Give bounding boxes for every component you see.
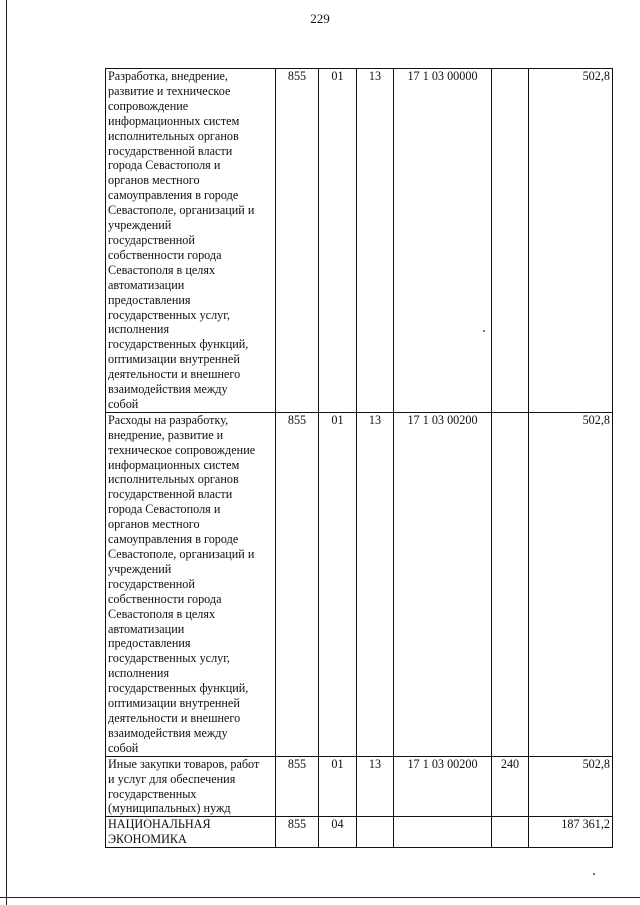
page-number: 229 <box>310 11 330 26</box>
target-article-cell <box>394 817 492 848</box>
amount-cell: 502,8 <box>529 412 613 756</box>
scan-speck <box>593 873 595 875</box>
table-row <box>106 756 613 817</box>
table-row <box>106 412 613 756</box>
scan-speck <box>483 330 485 332</box>
ministry-code-cell: 855 <box>276 412 319 756</box>
section-code-cell: 01 <box>319 69 357 413</box>
ministry-code-cell: 855 <box>276 756 319 817</box>
expense-type-cell <box>492 69 529 413</box>
expense-name-cell: Разработка, внедрение, развитие и техническое сопровождение информационных систем исполнительных органов государственной власти города Севастополя и органов местного самоуправления в городе Севастополе, организаций и учреждений государственной собственности города Севастополя в целях автоматизации предоставления государственных услуг, исполнения государственных функций, оптимизации внутренней деятельности и внешнего взаимодействия между собой <box>106 69 276 413</box>
expense-name-cell: НАЦИОНАЛЬНАЯ ЭКОНОМИКА <box>106 817 276 848</box>
ministry-code-cell: 855 <box>276 69 319 413</box>
ministry-code-cell: 855 <box>276 817 319 848</box>
section-code-cell: 04 <box>319 817 357 848</box>
budget-table <box>105 68 613 848</box>
subsection-code-cell: 13 <box>357 756 394 817</box>
expense-name-cell: Иные закупки товаров, работ и услуг для обеспечения государственных (муниципальных) нужд <box>106 756 276 817</box>
amount-cell: 187 361,2 <box>529 817 613 848</box>
section-code-cell: 01 <box>319 412 357 756</box>
expense-type-cell <box>492 412 529 756</box>
scan-edge-left <box>6 0 7 905</box>
table-row <box>106 69 613 413</box>
expense-type-cell: 240 <box>492 756 529 817</box>
subsection-code-cell <box>357 817 394 848</box>
section-code-cell: 01 <box>319 756 357 817</box>
target-article-cell: 17 1 03 00200 <box>394 412 492 756</box>
scan-edge-bottom <box>0 897 640 898</box>
amount-cell: 502,8 <box>529 69 613 413</box>
target-article-cell: 17 1 03 00200 <box>394 756 492 817</box>
subsection-code-cell: 13 <box>357 69 394 413</box>
target-article-cell: 17 1 03 00000 <box>394 69 492 413</box>
expense-type-cell <box>492 817 529 848</box>
amount-cell: 502,8 <box>529 756 613 817</box>
subsection-code-cell: 13 <box>357 412 394 756</box>
expense-name-cell: Расходы на разработку, внедрение, развитие и техническое сопровождение информационных систем исполнительных органов государственной власти города Севастополя и органов местного самоуправления в городе Севастополе, организаций и учреждений государственной собственности города Севастополя в целях автоматизации предоставления государственных услуг, исполнения государственных функций, оптимизации внутренней деятельности и внешнего взаимодействия между собой <box>106 412 276 756</box>
table-row <box>106 817 613 848</box>
